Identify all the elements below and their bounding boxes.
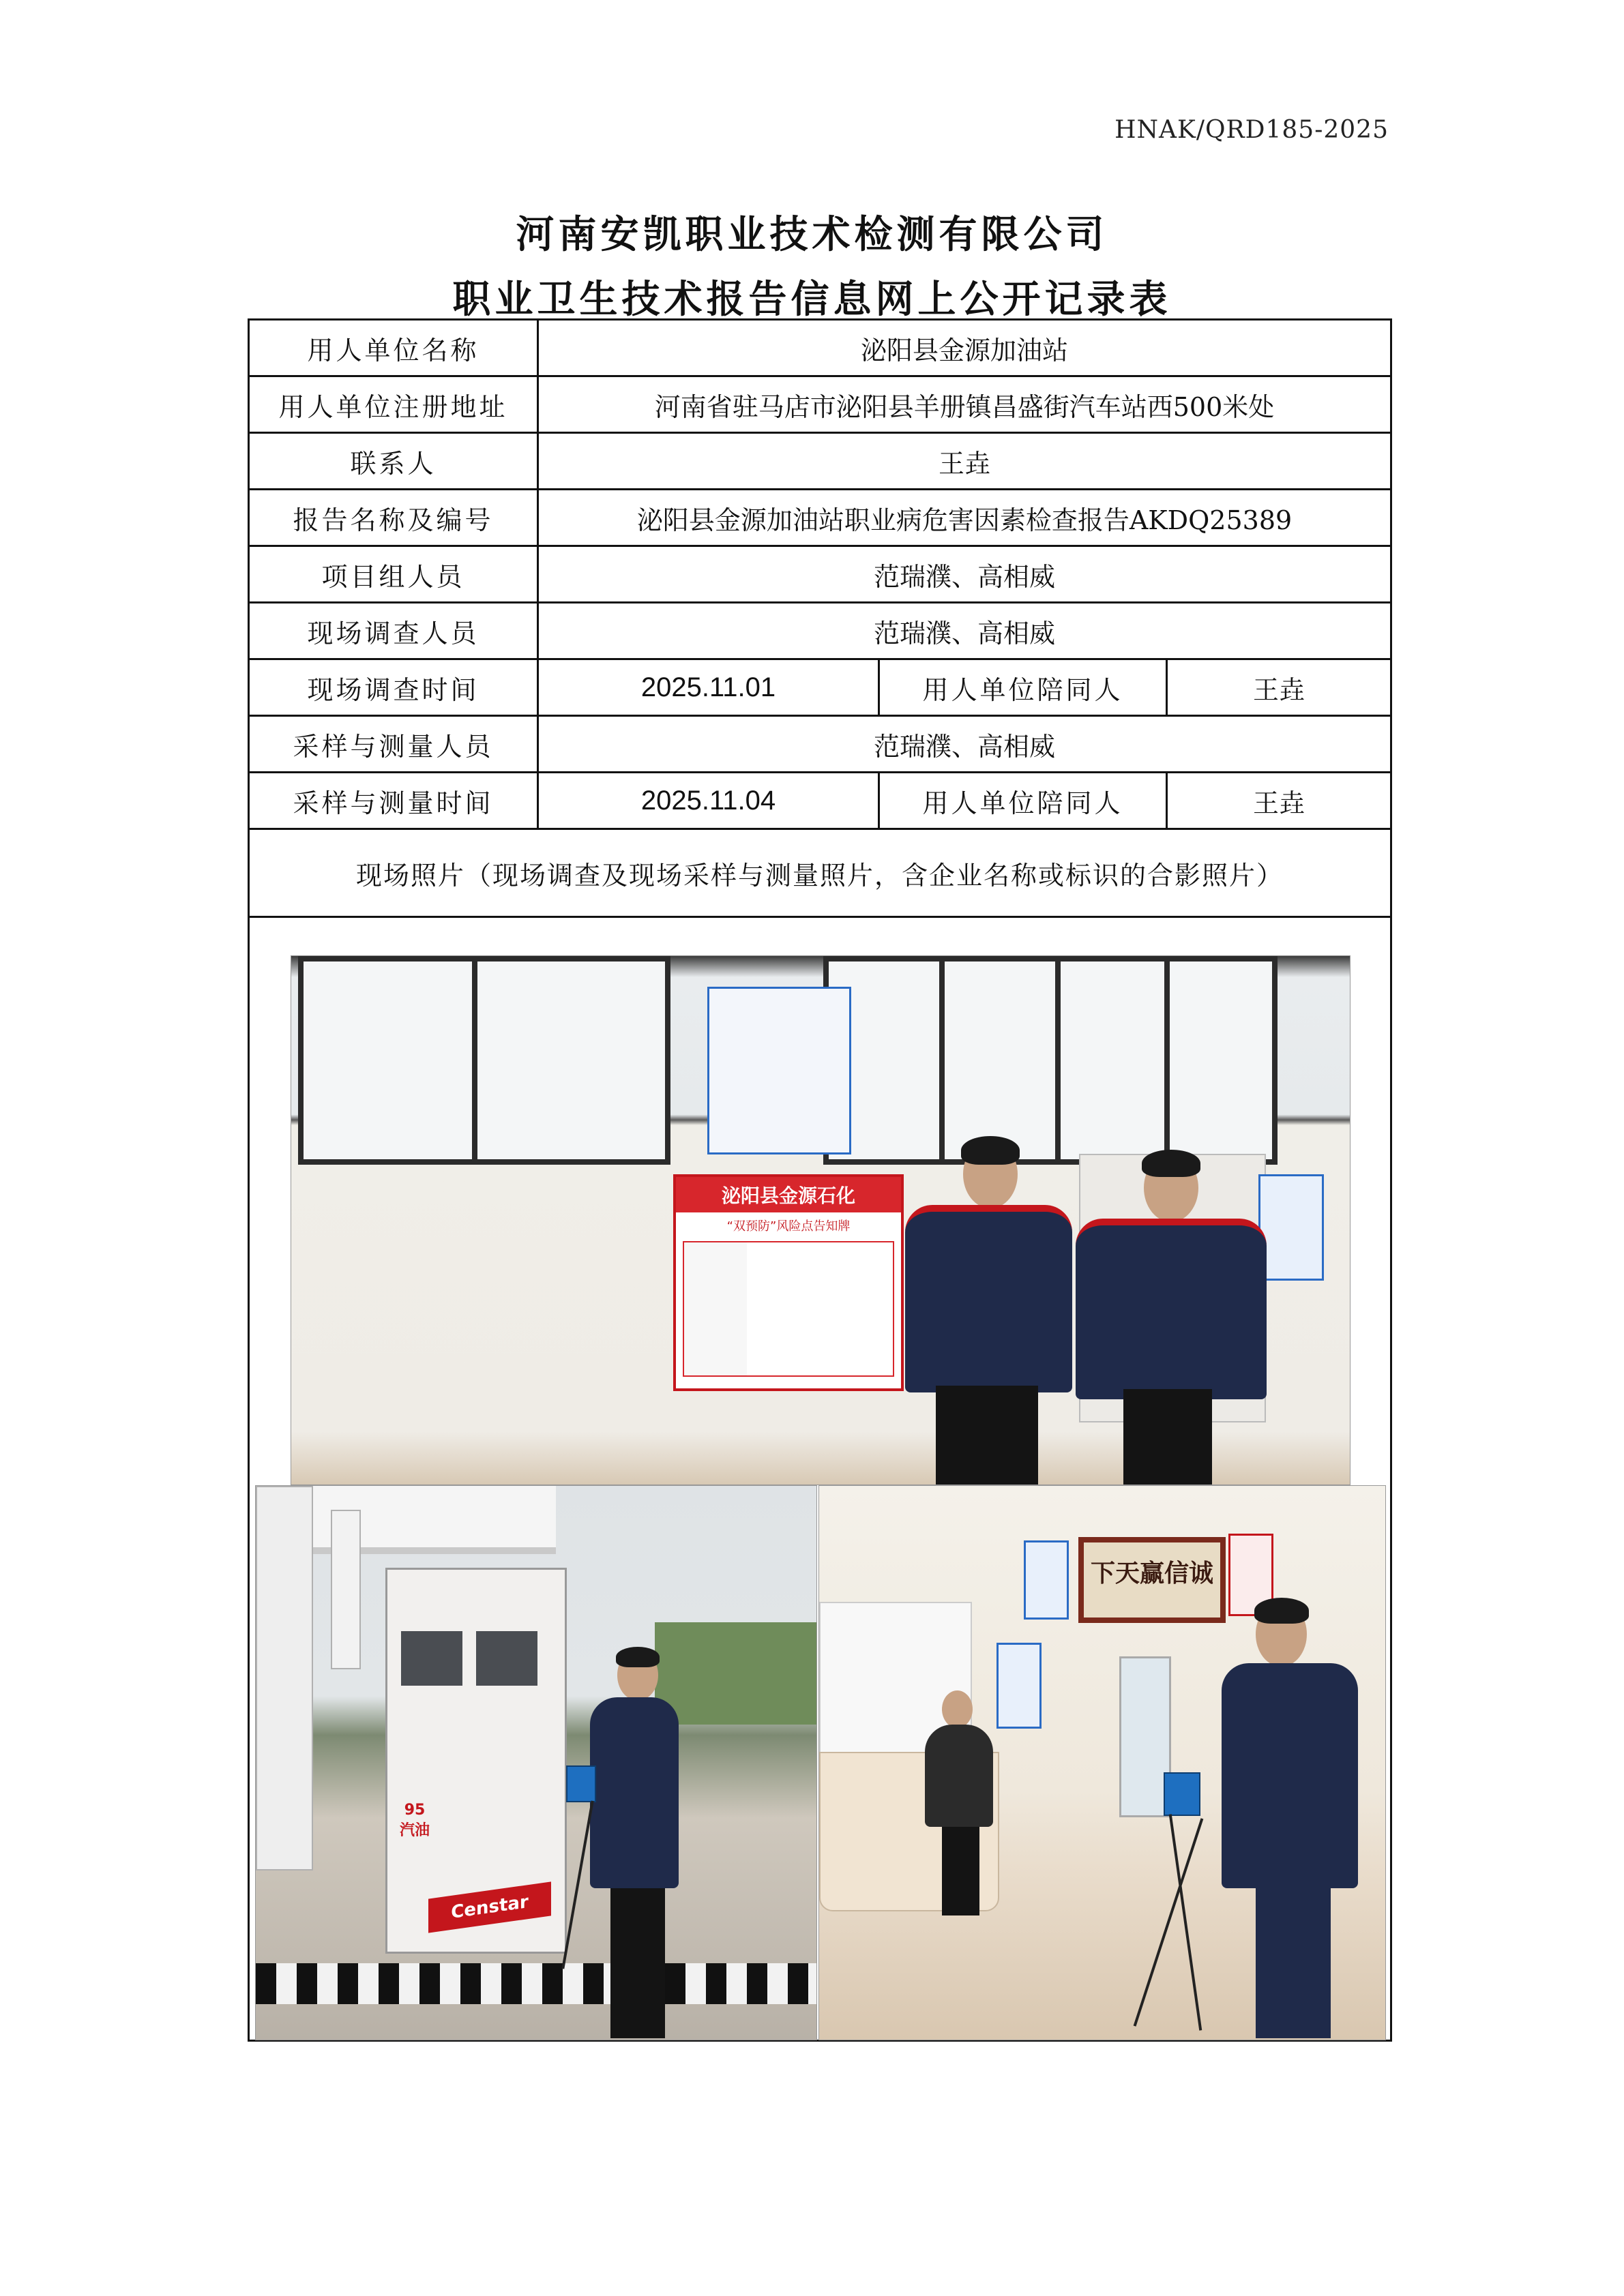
risk-sign-subtitle: “双预防”风险点告知牌 — [726, 1219, 851, 1234]
pump-fuel-label: 95 汽油 — [399, 1802, 430, 1839]
survey-staff-value: 范瑞濮、高相威 — [538, 603, 1391, 659]
station-sign-title: 泌阳县金源石化 — [676, 1177, 901, 1212]
risk-sign — [673, 1174, 904, 1391]
table-row — [249, 773, 1391, 829]
staff-at-counter — [921, 1690, 996, 1915]
photo-caption: 现场照片（现场调查及现场采样与测量照片，含企业名称或标识的合影照片） — [249, 829, 1391, 917]
table-row — [249, 433, 1391, 490]
employer-name-label: 用人单位名称 — [249, 320, 538, 376]
sampling-escort-label: 用人单位陪同人 — [879, 773, 1167, 829]
table-row — [249, 320, 1391, 376]
noise-meter — [566, 1765, 596, 1802]
table-row — [249, 659, 1391, 716]
pump-measurement-photo — [255, 1485, 817, 2040]
photo-cell — [249, 917, 1391, 2041]
inspector-at-pump — [583, 1650, 692, 2038]
window — [939, 956, 1066, 1165]
table-row — [249, 716, 1391, 773]
survey-escort-label: 用人单位陪同人 — [879, 659, 1167, 716]
table-row — [249, 829, 1391, 917]
window — [298, 956, 483, 1165]
table-row — [249, 603, 1391, 659]
indoor-measurement-photo — [818, 1485, 1386, 2040]
curb-stripes — [256, 1963, 816, 2004]
person-left — [898, 1140, 1076, 1485]
report-value: 泌阳县金源加油站职业病危害因素检查报告AKDQ25389 — [538, 490, 1391, 546]
table-row — [249, 546, 1391, 603]
wall-poster — [1258, 1174, 1324, 1281]
address-value: 河南省驻马店市泌阳县羊册镇昌盛街汽车站西500米处 — [538, 376, 1391, 433]
contact-label: 联系人 — [249, 433, 538, 490]
record-table — [248, 318, 1392, 2042]
fuel-pump — [385, 1568, 567, 1954]
company-title: 河南安凯职业技术检测有限公司 — [516, 212, 1108, 257]
sampling-time-label: 采样与测量时间 — [249, 773, 538, 829]
team-value: 范瑞濮、高相威 — [538, 546, 1391, 603]
window — [472, 956, 670, 1165]
sampling-time-value: 2025.11.04 — [538, 773, 879, 829]
table-row — [249, 490, 1391, 546]
address-label: 用人单位注册地址 — [249, 376, 538, 433]
window — [1164, 956, 1278, 1165]
survey-time-label: 现场调查时间 — [249, 659, 538, 716]
pump-brand: Censtar — [428, 1881, 551, 1933]
person-right — [1069, 1154, 1267, 1485]
table-row — [249, 376, 1391, 433]
sampling-escort-value: 王垚 — [1167, 773, 1391, 829]
report-label: 报告名称及编号 — [249, 490, 538, 546]
form-title: 职业卫生技术报告信息网上公开记录表 — [452, 277, 1172, 322]
survey-escort-value: 王垚 — [1167, 659, 1391, 716]
contact-value: 王垚 — [538, 433, 1391, 490]
noise-meter — [1164, 1772, 1200, 1816]
employer-name-value: 泌阳县金源加油站 — [538, 320, 1391, 376]
table-row — [249, 917, 1391, 2041]
plaque: 下天赢信诚 — [1078, 1537, 1226, 1623]
team-label: 项目组人员 — [249, 546, 538, 603]
survey-time-value: 2025.11.01 — [538, 659, 879, 716]
inspector-indoor — [1215, 1602, 1365, 2038]
document-code: HNAK/QRD185-2025 — [1114, 116, 1389, 144]
window — [1055, 956, 1175, 1165]
survey-staff-label: 现场调查人员 — [249, 603, 538, 659]
sampling-staff-value: 范瑞濮、高相威 — [538, 716, 1391, 773]
notice-board — [707, 987, 851, 1154]
sampling-staff-label: 采样与测量人员 — [249, 716, 538, 773]
group-photo — [291, 955, 1350, 1485]
